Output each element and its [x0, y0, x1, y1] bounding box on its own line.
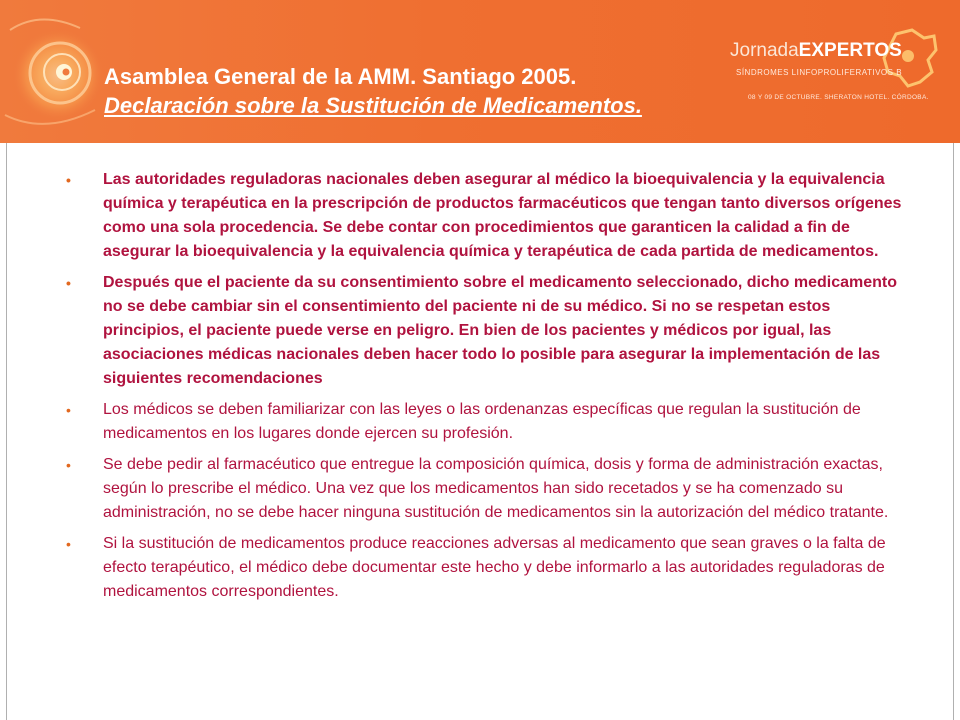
bullet-dot-icon: • — [66, 457, 71, 473]
frame-right-border — [953, 143, 954, 720]
bullet-dot-icon: • — [66, 536, 71, 552]
bullet-item — [66, 398, 906, 446]
header-banner — [0, 0, 960, 143]
title-line-1: Asamblea General de la AMM. Santiago 2005. — [104, 64, 577, 89]
bullet-text: Después que el paciente da su consentimiento sobre el medicamento seleccionado, dicho medicamento no se debe cambiar sin el consentimiento del paciente ni de su médico. Si no se respetan estos principios, el paciente puede verse en peligro. En bien de los pacientes y médicos por igual, las asociaciones médicas nacionales deben hacer todo lo posible para asegurar la implementación de las siguientes recomendaciones — [103, 274, 897, 387]
bullet-text: Si la sustitución de medicamentos produce reacciones adversas al medicamento que sean graves o la falta de efecto terapéutico, el médico debe documentar este hecho y debe informarlo a las autoridades reguladoras de medicamentos correspondientes. — [103, 535, 886, 600]
bullet-text: Los médicos se deben familiarizar con las leyes o las ordenanzas específicas que regulan la sustitución de medicamentos en los lugares donde ejercen su profesión. — [103, 401, 861, 442]
bullet-dot-icon: • — [66, 402, 71, 418]
bullet-item — [66, 271, 906, 391]
bullet-text: Se debe pedir al farmacéutico que entregue la composición química, dosis y forma de administración exactas, según lo prescribe el médico. Una vez que los medicamentos han sido recetados y se ha comenzado su administración, no se debe hacer ninguna sustitución de medicamentos sin la autorización del médico tratante. — [103, 456, 889, 521]
bullet-item — [66, 453, 906, 525]
bullet-dot-icon: • — [66, 275, 71, 291]
frame-left-border — [6, 143, 7, 720]
logo-title — [730, 40, 902, 62]
event-logo — [730, 26, 945, 116]
logo-venue: 08 Y 09 DE OCTUBRE. SHERATON HOTEL. CÓRDOBA. — [748, 94, 929, 101]
logo-subtitle: SÍNDROMES LINFOPROLIFERATIVOS B — [736, 68, 903, 77]
logo-experts: EXPERTOS — [798, 40, 902, 61]
logo-brand: Jornada — [730, 40, 799, 61]
title-line-2: Declaración sobre la Sustitución de Medicamentos. — [104, 93, 642, 118]
bullet-item — [66, 532, 906, 604]
slide-title — [104, 62, 694, 120]
bullet-text: Las autoridades reguladoras nacionales deben asegurar al médico la bioequivalencia y la equivalencia química y terapéutica en la prescripción de productos farmacéuticos que tengan tanto diversos orígenes como una sola procedencia. Se debe contar con procedimientos que garanticen la calidad a fin de asegurar la bioequivalencia y la equivalencia química y terapéutica de cada partida de medicamentos. — [103, 171, 902, 260]
bullet-list — [66, 168, 906, 611]
bullet-dot-icon: • — [66, 172, 71, 188]
bullet-item — [66, 168, 906, 264]
